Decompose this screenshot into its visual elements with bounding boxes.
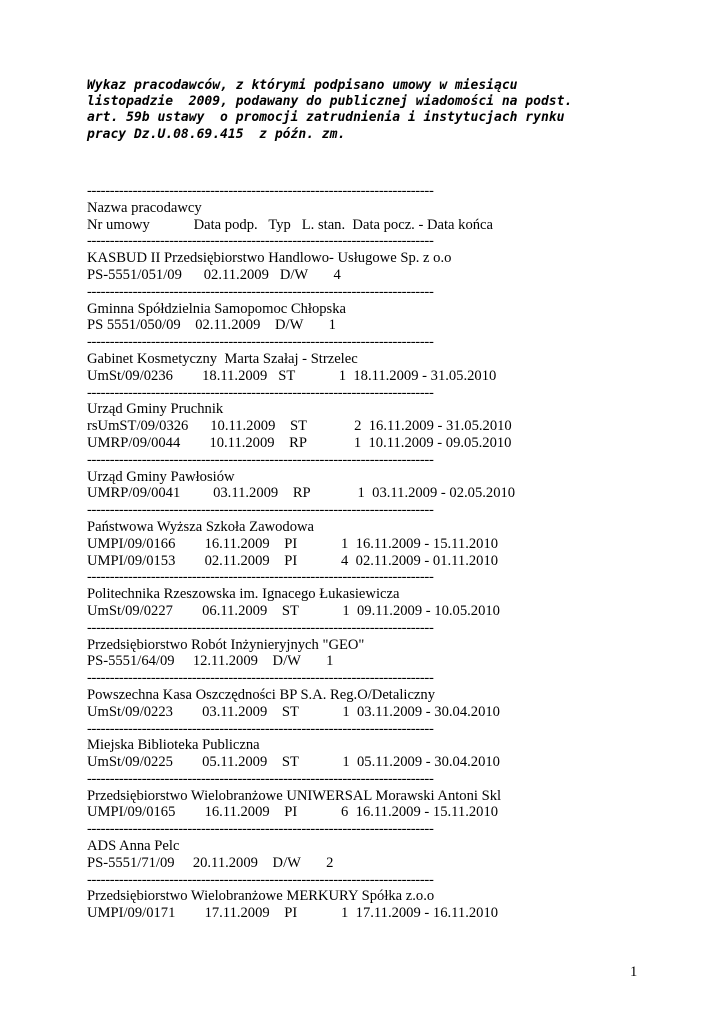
- employer-name: Urząd Gminy Pruchnik: [87, 401, 224, 418]
- separator-line: ----------------------------------------------------------------------------: [87, 821, 434, 838]
- contract-row: UMPI/09/0171 17.11.2009 PI 1 17.11.2009 - 16.11.2010: [87, 905, 499, 922]
- contract-row: rsUmST/09/0326 10.11.2009 ST 2 16.11.2009 - 31.05.2010: [87, 418, 512, 435]
- separator-line: ----------------------------------------------------------------------------: [87, 502, 434, 519]
- separator-line: ----------------------------------------------------------------------------: [87, 283, 434, 300]
- employer-name: KASBUD II Przedsiębiorstwo Handlowo- Usługowe Sp. z o.o: [87, 250, 452, 267]
- contract-row: PS-5551/71/09 20.11.2009 D/W 2: [87, 854, 334, 871]
- contract-row: UmSt/09/0227 06.11.2009 ST 1 09.11.2009 - 10.05.2010: [87, 602, 500, 619]
- separator-line: ----------------------------------------------------------------------------: [87, 451, 434, 468]
- contract-row: UMRP/09/0041 03.11.2009 RP 1 03.11.2009 - 02.05.2010: [87, 485, 516, 502]
- separator-line: ----------------------------------------------------------------------------: [87, 720, 434, 737]
- separator-line: ----------------------------------------------------------------------------: [87, 619, 434, 636]
- employer-name: Przedsiębiorstwo Wielobranżowe MERKURY Spółka z.o.o: [87, 888, 435, 905]
- separator-line: ----------------------------------------------------------------------------: [87, 569, 434, 586]
- heading-line: pracy Dz.U.08.69.415 z późn. zm.: [87, 126, 346, 142]
- heading-line: Wykaz pracodawców, z którymi podpisano umowy w miesiącu: [87, 78, 518, 93]
- contract-row: UMPI/09/0153 02.11.2009 PI 4 02.11.2009 - 01.11.2010: [87, 552, 499, 569]
- employer-name: Urząd Gminy Pawłosiów: [87, 468, 235, 485]
- employer-list: [87, 183, 687, 922]
- column-header-name: Nazwa pracodawcy: [87, 199, 202, 216]
- employer-name: Przedsiębiorstwo Wielobranżowe UNIWERSAL Morawski Antoni Skl: [87, 787, 502, 804]
- contract-row: UmSt/09/0225 05.11.2009 ST 1 05.11.2009 - 30.04.2010: [87, 754, 500, 771]
- contract-row: PS-5551/64/09 12.11.2009 D/W 1: [87, 653, 334, 670]
- employer-name: Przedsiębiorstwo Robót Inżynieryjnych "GEO": [87, 636, 365, 653]
- column-header-fields: Nr umowy Data podp. Typ L. stan. Data pocz. - Data końca: [87, 216, 494, 233]
- separator-line: ----------------------------------------------------------------------------: [87, 334, 434, 351]
- heading-line: listopadzie 2009, podawany do publicznej wiadomości na podst.: [87, 94, 573, 110]
- separator-line: ----------------------------------------------------------------------------: [87, 770, 434, 787]
- employer-name: Gabinet Kosmetyczny Marta Szałaj - Strzelec: [87, 350, 358, 367]
- employer-name: Powszechna Kasa Oszczędności BP S.A. Reg.O/Detaliczny: [87, 686, 435, 703]
- employer-name: ADS Anna Pelc: [87, 838, 180, 855]
- contract-row: UmSt/09/0236 18.11.2009 ST 1 18.11.2009 - 31.05.2010: [87, 367, 497, 384]
- employer-name: Politechnika Rzeszowska im. Ignacego Łukasiewicza: [87, 586, 400, 603]
- employer-name: Państwowa Wyższa Szkoła Zawodowa: [87, 518, 315, 535]
- contract-row: UMPI/09/0165 16.11.2009 PI 6 16.11.2009 - 15.11.2010: [87, 804, 499, 821]
- separator-line: ----------------------------------------------------------------------------: [87, 384, 434, 401]
- entries-container: [87, 233, 687, 922]
- contract-row: PS 5551/050/09 02.11.2009 D/W 1: [87, 317, 336, 334]
- separator-line: ----------------------------------------------------------------------------: [87, 670, 434, 687]
- separator-line: ----------------------------------------------------------------------------: [87, 183, 434, 199]
- employer-name: Gminna Spółdzielnia Samopomoc Chłopska: [87, 300, 347, 317]
- employer-name: Miejska Biblioteka Publiczna: [87, 737, 260, 754]
- page-number: 1: [630, 964, 638, 980]
- document-heading: [87, 78, 667, 143]
- contract-row: UmSt/09/0223 03.11.2009 ST 1 03.11.2009 - 30.04.2010: [87, 703, 500, 720]
- separator-line: ----------------------------------------------------------------------------: [87, 871, 434, 888]
- separator-line: ----------------------------------------------------------------------------: [87, 233, 434, 250]
- contract-row: PS-5551/051/09 02.11.2009 D/W 4: [87, 266, 341, 283]
- contract-row: UMRP/09/0044 10.11.2009 RP 1 10.11.2009 - 09.05.2010: [87, 434, 512, 451]
- contract-row: UMPI/09/0166 16.11.2009 PI 1 16.11.2009 - 15.11.2010: [87, 535, 499, 552]
- heading-line: art. 59b ustawy o promocji zatrudnienia i instytucjach rynku: [87, 110, 565, 126]
